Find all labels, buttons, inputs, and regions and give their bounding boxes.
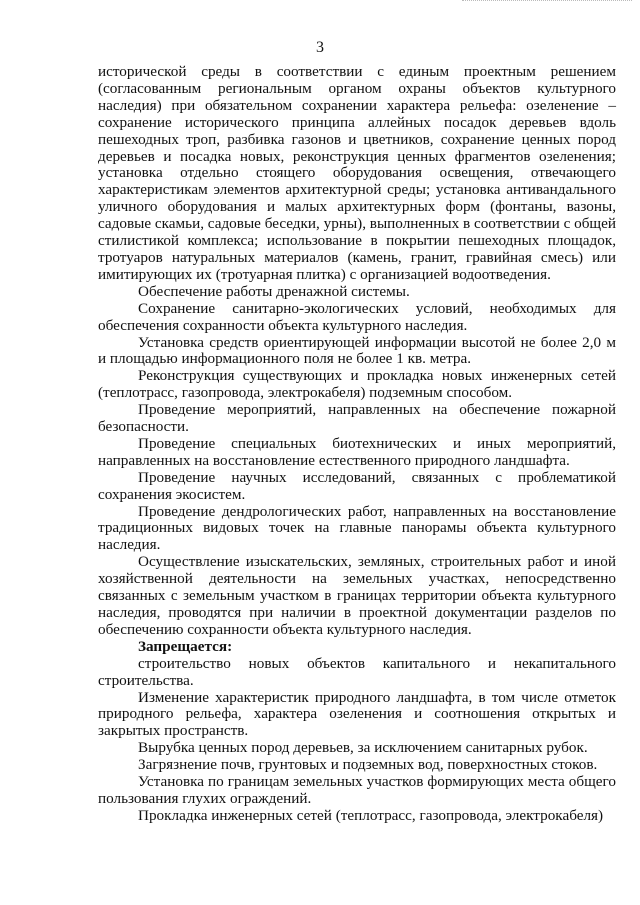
paragraph-signage: Установка средств ориентирующей информации высотой не более 2,0 м и площадью информационного поля не более 1 кв. метра. [98,333,616,368]
prohibited-heading: Запрещается: [138,637,233,655]
page-number: 3 [316,39,324,56]
paragraph-utilities: Реконструкция существующих и прокладка новых инженерных сетей (теплотрасс, газопровода, электрокабеля) подземным способом. [98,367,616,402]
paragraph-fire-safety: Проведение мероприятий, направленных на обеспечение пожарной безопасности. [98,401,616,436]
prohibited-item: строительство новых объектов капитального и некапитального строительства. [98,654,616,689]
prohibited-item: Установка по границам земельных участков формирующих места общего пользования глухих ограждений. [98,773,616,807]
scan-edge-mark [462,0,632,4]
prohibited-item: Изменение характеристик природного ландшафта, в том числе отметок природного рельефа, характера озеленения и соотношения открытых и закрытых пространств. [98,688,616,740]
paragraph-sanitary: Сохранение санитарно-экологических условий, необходимых для обеспечения сохранности объекта культурного наследия. [98,299,616,334]
paragraph-earthworks: Осуществление изыскательских, земляных, строительных работ и иной хозяйственной деятельности на земельных участках, непосредственно связанных с земельным участком в границах территории объекта культурного наследия, проводятся при наличии в проектной документации разделов по обеспечению сохранности объекта культурного наследия. [98,553,616,638]
paragraph-biotechnical: Проведение специальных биотехнических и иных мероприятий, направленных на восстановление естественного природного ландшафта. [98,434,616,469]
prohibited-item: Прокладка инженерных сетей (теплотрасс, газопровода, электрокабеля) [138,806,604,824]
paragraph-drainage: Обеспечение работы дренажной системы. [138,282,410,300]
document-body [98,64,616,825]
paragraph-research: Проведение научных исследований, связанных с проблематикой сохранения экосистем. [98,468,616,503]
paragraph-continuation: исторической среды в соответствии с единым проектным решением (согласованным региональным органом охраны объектов культурного наследия) при обязательном сохранении характера рельефа: озеленение – сохранение исторического принципа аллейных посадок деревьев вдоль пешеходных троп, разбивка газонов и цветников, сохранение ценных пород деревьев и посадка новых, реконструкция ценных фрагментов озеленения; установка отдельно стоящего оборудования освещения, отвечающего характеристикам элементов архитектурной среды; установка антивандального уличного оборудования и малых архитектурных форм (фонтаны, вазоны, садовые скамьи, садовые беседки, урны), выполненных в соответствии с общей стилистикой комплекса; использование в покрытии пешеходных площадок, тротуаров натуральных материалов (камень, гранит, гравийная смесь) или имитирующих их (тротуарная плитка) с организацией водоотведения. [98,63,616,283]
prohibited-item: Вырубка ценных пород деревьев, за исключением санитарных рубок. [138,739,588,757]
prohibited-item: Загрязнение почв, грунтовых и подземных вод, поверхностных стоков. [138,756,598,774]
paragraph-dendrology: Проведение дендрологических работ, направленных на восстановление традиционных видовых точек на главные панорамы объекта культурного наследия. [98,502,616,554]
